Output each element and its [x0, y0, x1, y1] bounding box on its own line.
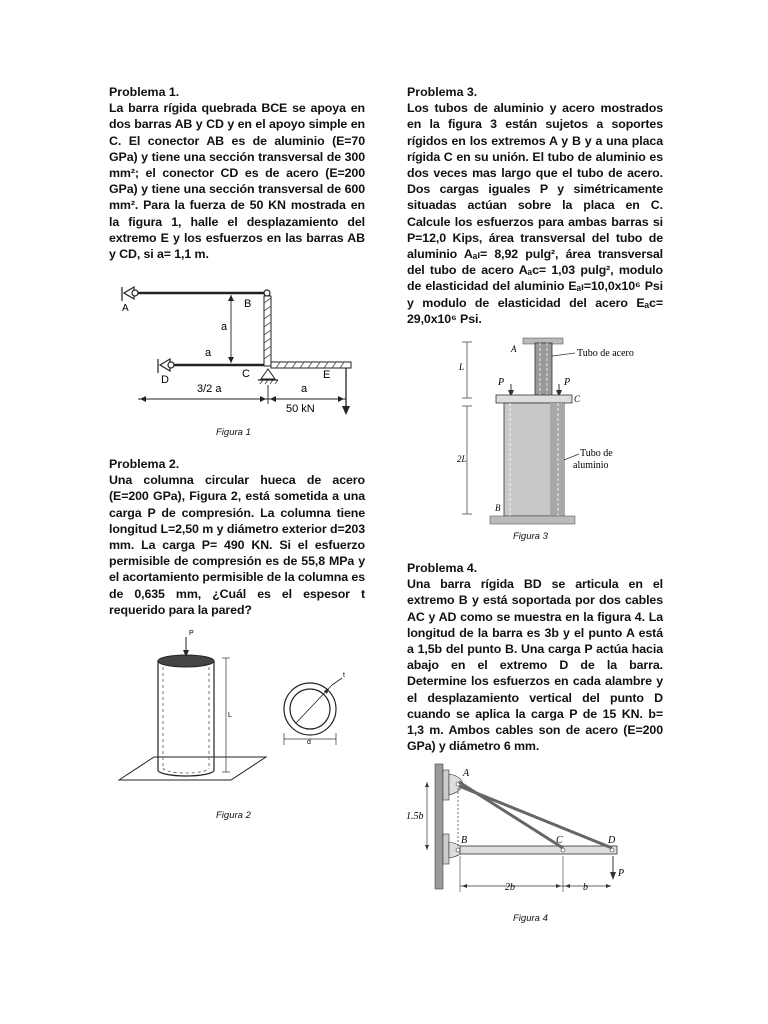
label-c-fig3: C — [574, 394, 581, 404]
label-force: 50 kN — [286, 403, 315, 415]
label-steel-tube: Tubo de acero — [577, 348, 634, 359]
wall — [435, 764, 443, 889]
label-d-point: D — [161, 374, 169, 386]
label-alu-tube-1: Tubo de — [580, 448, 613, 459]
problem-2-title: Problema 2. — [109, 457, 180, 471]
force-arrow — [342, 406, 350, 415]
left-column-lower — [109, 456, 365, 618]
label-p: P — [189, 630, 194, 637]
right-column — [407, 84, 663, 327]
label-e-point: E — [323, 369, 331, 381]
load-p-arrow — [610, 872, 616, 880]
problem-1-title: Problema 1. — [109, 85, 180, 99]
label-2l: 2L — [457, 454, 467, 464]
figure-1-caption: Figura 1 — [216, 427, 251, 438]
label-l-fig3: L — [459, 362, 465, 372]
figure-3 — [455, 338, 634, 528]
label-t: t — [343, 672, 345, 679]
label-alu-tube-2: aluminio — [573, 460, 609, 471]
label-p-right: P — [564, 377, 571, 388]
label-p-fig4: P — [618, 868, 625, 879]
label-b-dim: b — [583, 882, 588, 893]
pin-support-d — [158, 359, 174, 373]
problem-2-body: Una columna circular hueca de acero (E=200 GPa), Figura 2, está sometida a una carga P de compresión. La columna tiene longitud L=2,50 m y diámetro exterior d=203 mm. La carga P= 490 KN. Si el esfuerzo permisible de compresión es de 55,8 MPa y el acortamiento permisible de la columna es de 0,635 mm, ¿Cuál es el espesor t requerido para la pared? — [109, 473, 365, 617]
base-plate — [119, 757, 266, 780]
steel-tube — [535, 343, 552, 395]
label-p-left: P — [498, 377, 505, 388]
figure-1 — [118, 285, 368, 425]
label-three-half-a: 3/2 a — [197, 383, 222, 395]
figure-2-caption: Figura 2 — [216, 810, 251, 821]
cross-section — [284, 683, 336, 735]
label-d: d — [307, 739, 311, 746]
label-b-fig4: B — [461, 835, 468, 846]
figure-2 — [116, 625, 366, 785]
figure-4 — [405, 762, 635, 902]
cable-ad — [459, 786, 612, 848]
pin-support-a — [122, 287, 138, 301]
support-c — [258, 369, 278, 384]
rigid-bar-bd — [460, 846, 617, 854]
label-l: L — [228, 712, 232, 719]
label-a-upper: a — [205, 347, 212, 359]
label-a-fig4: A — [463, 768, 470, 779]
bottom-support — [490, 516, 575, 524]
problem-3-title: Problema 3. — [407, 85, 478, 99]
problem-4-title: Problema 4. — [407, 561, 478, 575]
problem-1-body: La barra rígida quebrada BCE se apoya en dos barras AB y CD y en el apoyo simple en C. El conector AB es de aluminio (E=70 GPa) y tiene una sección transversal de 300 mm²; el conector CD es de acero (E=200 GPa) y tiene una sección transversal de 600 mm². Para la fuerza de 50 KN mostrada en la figura 1, halle el desplazamiento del extremo E y los esfuerzos en las barras AB y CD, si a= 1,1 m. — [109, 101, 365, 262]
label-b-point: B — [244, 298, 252, 310]
label-2b: 2b — [505, 882, 515, 893]
label-1-5b: 1.5b — [406, 811, 424, 822]
label-c-point: C — [242, 368, 250, 380]
problem-3-body: Los tubos de aluminio y acero mostrados en la figura 3 están sujetos a soportes rígidos en los extremos A y B y a una placa rígida C en su unión. El tubo de aluminio es dos veces mas largo que el tubo de acero. Dos cargas iguales P y simétricamente situadas actúan sobre la placa en C. Calcule los esfuerzos para ambas barras si P=12,0 Kips, área transversal del tubo de aluminio Aₐₗ= 8,92 pulg², área transversal del tubo de acero Aₐc= 1,03 pulg², modulo de elasticidad del aluminio Eₐₗ=10,0x10⁶ Psi y modulo de elasticidad del acero Eₐc= 29,0x10⁶ Psi. — [407, 101, 663, 326]
label-c-fig4: C — [556, 835, 563, 846]
label-a-vertical: a — [221, 321, 228, 333]
right-column-lower — [407, 560, 663, 754]
label-a-horizontal: a — [301, 383, 308, 395]
problem-4-body: Una barra rígida BD se articula en el extremo B y está soportada por dos cables AC y AD como se muestra en la figura 4. La longitud de la barra es 3b y el punto A está a 1,5b del punto B. Una carga P actúa hacia abajo en el extremo D de la barra. Determine los esfuerzos en cada alambre y el desplazamiento vertical del punto D cuando se aplica la carga P de 15 KN. b= 1,3 m. Ambos cables son de acero (E=200 GPa) y diámetro 6 mm. — [407, 577, 663, 754]
label-b-fig3: B — [495, 503, 501, 513]
figure-4-caption: Figura 4 — [513, 913, 548, 924]
left-column — [109, 84, 365, 262]
figure-3-caption: Figura 3 — [513, 531, 548, 542]
label-a-point: A — [122, 303, 129, 314]
label-a-fig3: A — [511, 344, 517, 354]
label-d-fig4: D — [608, 835, 616, 846]
rigid-plate-c — [496, 395, 572, 403]
